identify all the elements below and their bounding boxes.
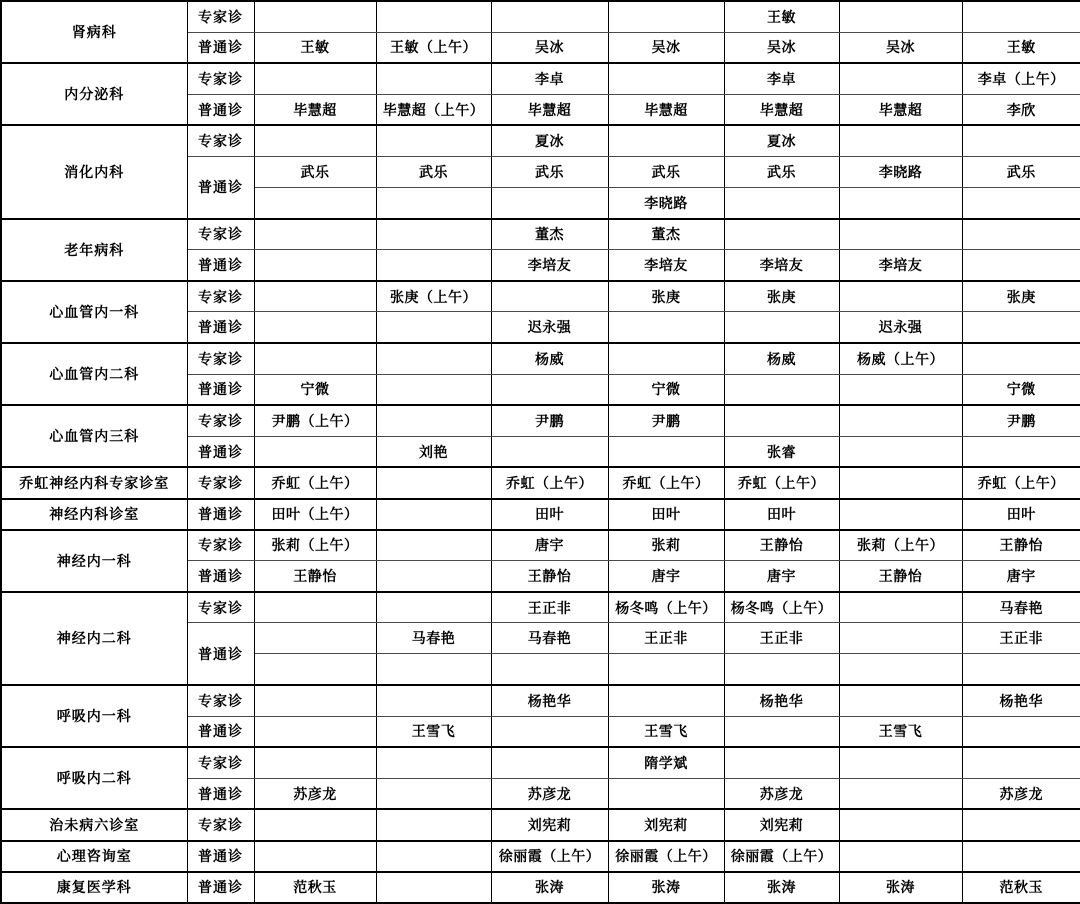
doctor-name-cell: 杨艳华 bbox=[491, 685, 608, 716]
empty-schedule-cell bbox=[962, 747, 1080, 778]
doctor-name-cell: 李卓 bbox=[491, 63, 608, 94]
department-name: 神经内科诊室 bbox=[1, 499, 187, 530]
doctor-name-cell: 张涛 bbox=[608, 872, 724, 903]
doctor-name-cell: 乔虹（上午） bbox=[724, 467, 839, 498]
doctor-name-cell: 武乐 bbox=[376, 156, 491, 187]
department-name: 心血管内三科 bbox=[1, 405, 187, 467]
empty-schedule-cell bbox=[839, 467, 962, 498]
empty-schedule-cell bbox=[724, 312, 839, 343]
empty-schedule-cell bbox=[254, 125, 376, 156]
doctor-name-cell: 王静怡 bbox=[254, 561, 376, 592]
empty-schedule-cell bbox=[254, 1, 376, 32]
doctor-name-cell: 李晓路 bbox=[608, 188, 724, 219]
clinic-type-label: 普通诊 bbox=[187, 250, 254, 281]
doctor-name-cell: 李培友 bbox=[839, 250, 962, 281]
empty-schedule-cell bbox=[254, 436, 376, 467]
doctor-name-cell: 宁微 bbox=[962, 374, 1080, 405]
doctor-name-cell: 杨艳华 bbox=[724, 685, 839, 716]
empty-schedule-cell bbox=[254, 809, 376, 840]
doctor-name-cell: 徐丽霞（上午） bbox=[491, 841, 608, 872]
doctor-name-cell: 张莉 bbox=[608, 530, 724, 561]
doctor-name-cell: 吴冰 bbox=[491, 32, 608, 63]
doctor-name-cell: 董杰 bbox=[491, 219, 608, 250]
doctor-name-cell: 王敏 bbox=[254, 32, 376, 63]
doctor-name-cell: 徐丽霞（上午） bbox=[724, 841, 839, 872]
doctor-name-cell: 毕慧超 bbox=[254, 94, 376, 125]
doctor-name-cell: 吴冰 bbox=[839, 32, 962, 63]
empty-schedule-cell bbox=[962, 125, 1080, 156]
empty-schedule-cell bbox=[839, 685, 962, 716]
doctor-name-cell: 武乐 bbox=[491, 156, 608, 187]
doctor-name-cell: 宁微 bbox=[254, 374, 376, 405]
doctor-name-cell: 董杰 bbox=[608, 219, 724, 250]
doctor-name-cell: 夏冰 bbox=[491, 125, 608, 156]
empty-schedule-cell bbox=[724, 747, 839, 778]
doctor-name-cell: 张涛 bbox=[491, 872, 608, 903]
doctor-name-cell: 李培友 bbox=[724, 250, 839, 281]
empty-schedule-cell bbox=[962, 841, 1080, 872]
clinic-type-label: 普通诊 bbox=[187, 561, 254, 592]
doctor-name-cell: 王正非 bbox=[608, 623, 724, 654]
clinic-type-label: 普通诊 bbox=[187, 716, 254, 747]
doctor-name-cell: 苏彦龙 bbox=[962, 778, 1080, 809]
department-name: 呼吸内一科 bbox=[1, 685, 187, 747]
empty-schedule-cell bbox=[254, 592, 376, 623]
doctor-name-cell: 王敏 bbox=[962, 32, 1080, 63]
empty-schedule-cell bbox=[962, 312, 1080, 343]
doctor-name-cell: 马春艳 bbox=[962, 592, 1080, 623]
empty-schedule-cell bbox=[608, 63, 724, 94]
empty-schedule-cell bbox=[491, 436, 608, 467]
doctor-name-cell: 张莉（上午） bbox=[254, 530, 376, 561]
empty-schedule-cell bbox=[839, 1, 962, 32]
empty-schedule-cell bbox=[491, 281, 608, 312]
doctor-name-cell: 徐丽霞（上午） bbox=[608, 841, 724, 872]
empty-schedule-cell bbox=[839, 219, 962, 250]
clinic-type-label: 专家诊 bbox=[187, 592, 254, 623]
table-row bbox=[1, 219, 1080, 250]
doctor-name-cell: 乔虹（上午） bbox=[608, 467, 724, 498]
doctor-name-cell: 李欣 bbox=[962, 94, 1080, 125]
doctor-name-cell: 李培友 bbox=[491, 250, 608, 281]
department-name: 呼吸内二科 bbox=[1, 747, 187, 809]
doctor-name-cell: 杨威 bbox=[491, 343, 608, 374]
doctor-name-cell: 马春艳 bbox=[376, 623, 491, 654]
clinic-type-label: 普通诊 bbox=[187, 841, 254, 872]
doctor-name-cell: 张庚 bbox=[724, 281, 839, 312]
empty-schedule-cell bbox=[839, 281, 962, 312]
empty-schedule-cell bbox=[254, 250, 376, 281]
empty-schedule-cell bbox=[254, 716, 376, 747]
clinic-type-label: 普通诊 bbox=[187, 499, 254, 530]
doctor-name-cell: 刘艳 bbox=[376, 436, 491, 467]
clinic-type-label: 专家诊 bbox=[187, 219, 254, 250]
empty-schedule-cell bbox=[839, 436, 962, 467]
table-row bbox=[1, 872, 1080, 903]
doctor-name-cell: 唐宇 bbox=[491, 530, 608, 561]
doctor-name-cell: 唐宇 bbox=[724, 561, 839, 592]
clinic-type-label: 专家诊 bbox=[187, 809, 254, 840]
table-row bbox=[1, 343, 1080, 374]
doctor-name-cell: 武乐 bbox=[724, 156, 839, 187]
empty-schedule-cell bbox=[839, 841, 962, 872]
doctor-name-cell: 唐宇 bbox=[608, 561, 724, 592]
doctor-name-cell: 田叶（上午） bbox=[254, 499, 376, 530]
clinic-type-label: 专家诊 bbox=[187, 685, 254, 716]
empty-schedule-cell bbox=[254, 281, 376, 312]
department-name: 肾病科 bbox=[1, 1, 187, 63]
doctor-name-cell: 王静怡 bbox=[724, 530, 839, 561]
doctor-name-cell: 李卓（上午） bbox=[962, 63, 1080, 94]
empty-schedule-cell bbox=[608, 312, 724, 343]
clinic-type-label: 专家诊 bbox=[187, 467, 254, 498]
department-name: 乔虹神经内科专家诊室 bbox=[1, 467, 187, 498]
doctor-name-cell: 王敏 bbox=[724, 1, 839, 32]
empty-schedule-cell bbox=[376, 654, 491, 685]
empty-schedule-cell bbox=[376, 841, 491, 872]
clinic-type-label: 专家诊 bbox=[187, 747, 254, 778]
table-row bbox=[1, 530, 1080, 561]
empty-schedule-cell bbox=[839, 747, 962, 778]
empty-schedule-cell bbox=[962, 343, 1080, 374]
doctor-name-cell: 王雪飞 bbox=[608, 716, 724, 747]
doctor-name-cell: 武乐 bbox=[962, 156, 1080, 187]
doctor-name-cell: 武乐 bbox=[254, 156, 376, 187]
doctor-name-cell: 隋学斌 bbox=[608, 747, 724, 778]
department-name: 康复医学科 bbox=[1, 872, 187, 903]
empty-schedule-cell bbox=[491, 716, 608, 747]
empty-schedule-cell bbox=[254, 312, 376, 343]
empty-schedule-cell bbox=[962, 716, 1080, 747]
department-name: 心血管内一科 bbox=[1, 281, 187, 343]
table-row bbox=[1, 499, 1080, 530]
empty-schedule-cell bbox=[608, 654, 724, 685]
clinic-type-label: 专家诊 bbox=[187, 530, 254, 561]
empty-schedule-cell bbox=[254, 654, 376, 685]
empty-schedule-cell bbox=[608, 436, 724, 467]
empty-schedule-cell bbox=[254, 188, 376, 219]
empty-schedule-cell bbox=[376, 872, 491, 903]
table-row bbox=[1, 1, 1080, 32]
clinic-type-label: 普通诊 bbox=[187, 94, 254, 125]
empty-schedule-cell bbox=[491, 1, 608, 32]
doctor-name-cell: 苏彦龙 bbox=[254, 778, 376, 809]
doctor-name-cell: 王雪飞 bbox=[376, 716, 491, 747]
clinic-type-label: 专家诊 bbox=[187, 63, 254, 94]
doctor-name-cell: 杨冬鸣（上午） bbox=[724, 592, 839, 623]
empty-schedule-cell bbox=[962, 436, 1080, 467]
empty-schedule-cell bbox=[376, 63, 491, 94]
clinic-type-label: 普通诊 bbox=[187, 374, 254, 405]
doctor-name-cell: 张庚（上午） bbox=[376, 281, 491, 312]
clinic-type-label: 专家诊 bbox=[187, 1, 254, 32]
doctor-name-cell: 吴冰 bbox=[724, 32, 839, 63]
empty-schedule-cell bbox=[839, 188, 962, 219]
table-row bbox=[1, 747, 1080, 778]
empty-schedule-cell bbox=[608, 343, 724, 374]
doctor-name-cell: 王正非 bbox=[962, 623, 1080, 654]
table-row bbox=[1, 592, 1080, 623]
table-row bbox=[1, 125, 1080, 156]
department-name: 神经内二科 bbox=[1, 592, 187, 685]
empty-schedule-cell bbox=[254, 841, 376, 872]
department-name: 心血管内二科 bbox=[1, 343, 187, 405]
empty-schedule-cell bbox=[254, 219, 376, 250]
empty-schedule-cell bbox=[254, 343, 376, 374]
empty-schedule-cell bbox=[839, 63, 962, 94]
clinic-type-label: 普通诊 bbox=[187, 156, 254, 218]
clinic-type-label: 专家诊 bbox=[187, 125, 254, 156]
doctor-name-cell: 迟永强 bbox=[491, 312, 608, 343]
doctor-name-cell: 迟永强 bbox=[839, 312, 962, 343]
schedule-table-body bbox=[1, 1, 1080, 903]
doctor-name-cell: 王敏（上午） bbox=[376, 32, 491, 63]
empty-schedule-cell bbox=[376, 499, 491, 530]
table-row bbox=[1, 281, 1080, 312]
clinic-type-label: 专家诊 bbox=[187, 405, 254, 436]
doctor-name-cell: 毕慧超（上午） bbox=[376, 94, 491, 125]
empty-schedule-cell bbox=[839, 499, 962, 530]
empty-schedule-cell bbox=[839, 374, 962, 405]
table-row bbox=[1, 467, 1080, 498]
doctor-name-cell: 乔虹（上午） bbox=[491, 467, 608, 498]
empty-schedule-cell bbox=[376, 467, 491, 498]
empty-schedule-cell bbox=[962, 1, 1080, 32]
empty-schedule-cell bbox=[839, 778, 962, 809]
empty-schedule-cell bbox=[254, 747, 376, 778]
empty-schedule-cell bbox=[254, 623, 376, 654]
doctor-name-cell: 王正非 bbox=[491, 592, 608, 623]
empty-schedule-cell bbox=[376, 530, 491, 561]
department-name: 内分泌科 bbox=[1, 63, 187, 125]
empty-schedule-cell bbox=[254, 685, 376, 716]
doctor-name-cell: 尹鹏 bbox=[962, 405, 1080, 436]
doctor-name-cell: 李卓 bbox=[724, 63, 839, 94]
doctor-name-cell: 毕慧超 bbox=[491, 94, 608, 125]
clinic-type-label: 普通诊 bbox=[187, 32, 254, 63]
empty-schedule-cell bbox=[962, 809, 1080, 840]
department-name: 消化内科 bbox=[1, 125, 187, 218]
empty-schedule-cell bbox=[254, 63, 376, 94]
empty-schedule-cell bbox=[839, 125, 962, 156]
empty-schedule-cell bbox=[839, 809, 962, 840]
doctor-name-cell: 吴冰 bbox=[608, 32, 724, 63]
doctor-name-cell: 尹鹏 bbox=[608, 405, 724, 436]
doctor-name-cell: 王静怡 bbox=[962, 530, 1080, 561]
doctor-name-cell: 王雪飞 bbox=[839, 716, 962, 747]
empty-schedule-cell bbox=[376, 188, 491, 219]
doctor-name-cell: 杨艳华 bbox=[962, 685, 1080, 716]
empty-schedule-cell bbox=[962, 188, 1080, 219]
doctor-name-cell: 武乐 bbox=[608, 156, 724, 187]
empty-schedule-cell bbox=[724, 654, 839, 685]
empty-schedule-cell bbox=[839, 405, 962, 436]
doctor-name-cell: 毕慧超 bbox=[724, 94, 839, 125]
empty-schedule-cell bbox=[491, 374, 608, 405]
clinic-type-label: 普通诊 bbox=[187, 623, 254, 685]
clinic-type-label: 专家诊 bbox=[187, 343, 254, 374]
empty-schedule-cell bbox=[376, 219, 491, 250]
doctor-name-cell: 刘宪莉 bbox=[491, 809, 608, 840]
doctor-name-cell: 苏彦龙 bbox=[491, 778, 608, 809]
empty-schedule-cell bbox=[608, 685, 724, 716]
doctor-name-cell: 乔虹（上午） bbox=[254, 467, 376, 498]
empty-schedule-cell bbox=[376, 1, 491, 32]
doctor-name-cell: 尹鹏 bbox=[491, 405, 608, 436]
empty-schedule-cell bbox=[491, 188, 608, 219]
doctor-name-cell: 田叶 bbox=[491, 499, 608, 530]
empty-schedule-cell bbox=[376, 343, 491, 374]
clinic-type-label: 专家诊 bbox=[187, 281, 254, 312]
doctor-name-cell: 杨威 bbox=[724, 343, 839, 374]
clinic-type-label: 普通诊 bbox=[187, 312, 254, 343]
empty-schedule-cell bbox=[376, 125, 491, 156]
empty-schedule-cell bbox=[376, 312, 491, 343]
department-name: 治未病六诊室 bbox=[1, 809, 187, 840]
empty-schedule-cell bbox=[839, 623, 962, 654]
empty-schedule-cell bbox=[491, 654, 608, 685]
department-name: 心理咨询室 bbox=[1, 841, 187, 872]
doctor-name-cell: 乔虹（上午） bbox=[962, 467, 1080, 498]
doctor-name-cell: 毕慧超 bbox=[608, 94, 724, 125]
empty-schedule-cell bbox=[376, 747, 491, 778]
table-row bbox=[1, 809, 1080, 840]
doctor-name-cell: 刘宪莉 bbox=[608, 809, 724, 840]
table-row bbox=[1, 405, 1080, 436]
empty-schedule-cell bbox=[608, 778, 724, 809]
empty-schedule-cell bbox=[724, 188, 839, 219]
doctor-name-cell: 范秋玉 bbox=[254, 872, 376, 903]
empty-schedule-cell bbox=[376, 250, 491, 281]
empty-schedule-cell bbox=[608, 1, 724, 32]
doctor-name-cell: 夏冰 bbox=[724, 125, 839, 156]
department-name: 神经内一科 bbox=[1, 530, 187, 592]
empty-schedule-cell bbox=[376, 405, 491, 436]
doctor-name-cell: 李晓路 bbox=[839, 156, 962, 187]
doctor-name-cell: 杨冬鸣（上午） bbox=[608, 592, 724, 623]
doctor-name-cell: 范秋玉 bbox=[962, 872, 1080, 903]
doctor-name-cell: 张莉（上午） bbox=[839, 530, 962, 561]
doctor-name-cell: 刘宪莉 bbox=[724, 809, 839, 840]
table-row bbox=[1, 685, 1080, 716]
empty-schedule-cell bbox=[724, 716, 839, 747]
doctor-name-cell: 张庚 bbox=[962, 281, 1080, 312]
empty-schedule-cell bbox=[962, 654, 1080, 685]
doctor-name-cell: 唐宇 bbox=[962, 561, 1080, 592]
doctor-name-cell: 张庚 bbox=[608, 281, 724, 312]
empty-schedule-cell bbox=[376, 685, 491, 716]
doctor-name-cell: 宁微 bbox=[608, 374, 724, 405]
empty-schedule-cell bbox=[962, 219, 1080, 250]
empty-schedule-cell bbox=[376, 778, 491, 809]
clinic-type-label: 普通诊 bbox=[187, 872, 254, 903]
empty-schedule-cell bbox=[839, 654, 962, 685]
empty-schedule-cell bbox=[376, 592, 491, 623]
doctor-name-cell: 田叶 bbox=[608, 499, 724, 530]
empty-schedule-cell bbox=[491, 747, 608, 778]
doctor-name-cell: 李培友 bbox=[608, 250, 724, 281]
empty-schedule-cell bbox=[376, 561, 491, 592]
empty-schedule-cell bbox=[724, 405, 839, 436]
doctor-name-cell: 王正非 bbox=[724, 623, 839, 654]
doctor-name-cell: 张睿 bbox=[724, 436, 839, 467]
table-row bbox=[1, 63, 1080, 94]
doctor-name-cell: 张涛 bbox=[724, 872, 839, 903]
clinic-type-label: 普通诊 bbox=[187, 778, 254, 809]
empty-schedule-cell bbox=[376, 374, 491, 405]
empty-schedule-cell bbox=[962, 250, 1080, 281]
department-name: 老年病科 bbox=[1, 219, 187, 281]
empty-schedule-cell bbox=[839, 592, 962, 623]
doctor-name-cell: 张涛 bbox=[839, 872, 962, 903]
doctor-name-cell: 王静怡 bbox=[839, 561, 962, 592]
doctor-name-cell: 王静怡 bbox=[491, 561, 608, 592]
empty-schedule-cell bbox=[724, 374, 839, 405]
doctor-name-cell: 田叶 bbox=[962, 499, 1080, 530]
empty-schedule-cell bbox=[376, 809, 491, 840]
doctor-name-cell: 苏彦龙 bbox=[724, 778, 839, 809]
doctor-name-cell: 马春艳 bbox=[491, 623, 608, 654]
clinic-type-label: 普通诊 bbox=[187, 436, 254, 467]
doctor-name-cell: 毕慧超 bbox=[839, 94, 962, 125]
table-row bbox=[1, 841, 1080, 872]
doctor-name-cell: 田叶 bbox=[724, 499, 839, 530]
empty-schedule-cell bbox=[724, 219, 839, 250]
doctor-name-cell: 杨威（上午） bbox=[839, 343, 962, 374]
doctor-name-cell: 尹鹏（上午） bbox=[254, 405, 376, 436]
empty-schedule-cell bbox=[608, 125, 724, 156]
